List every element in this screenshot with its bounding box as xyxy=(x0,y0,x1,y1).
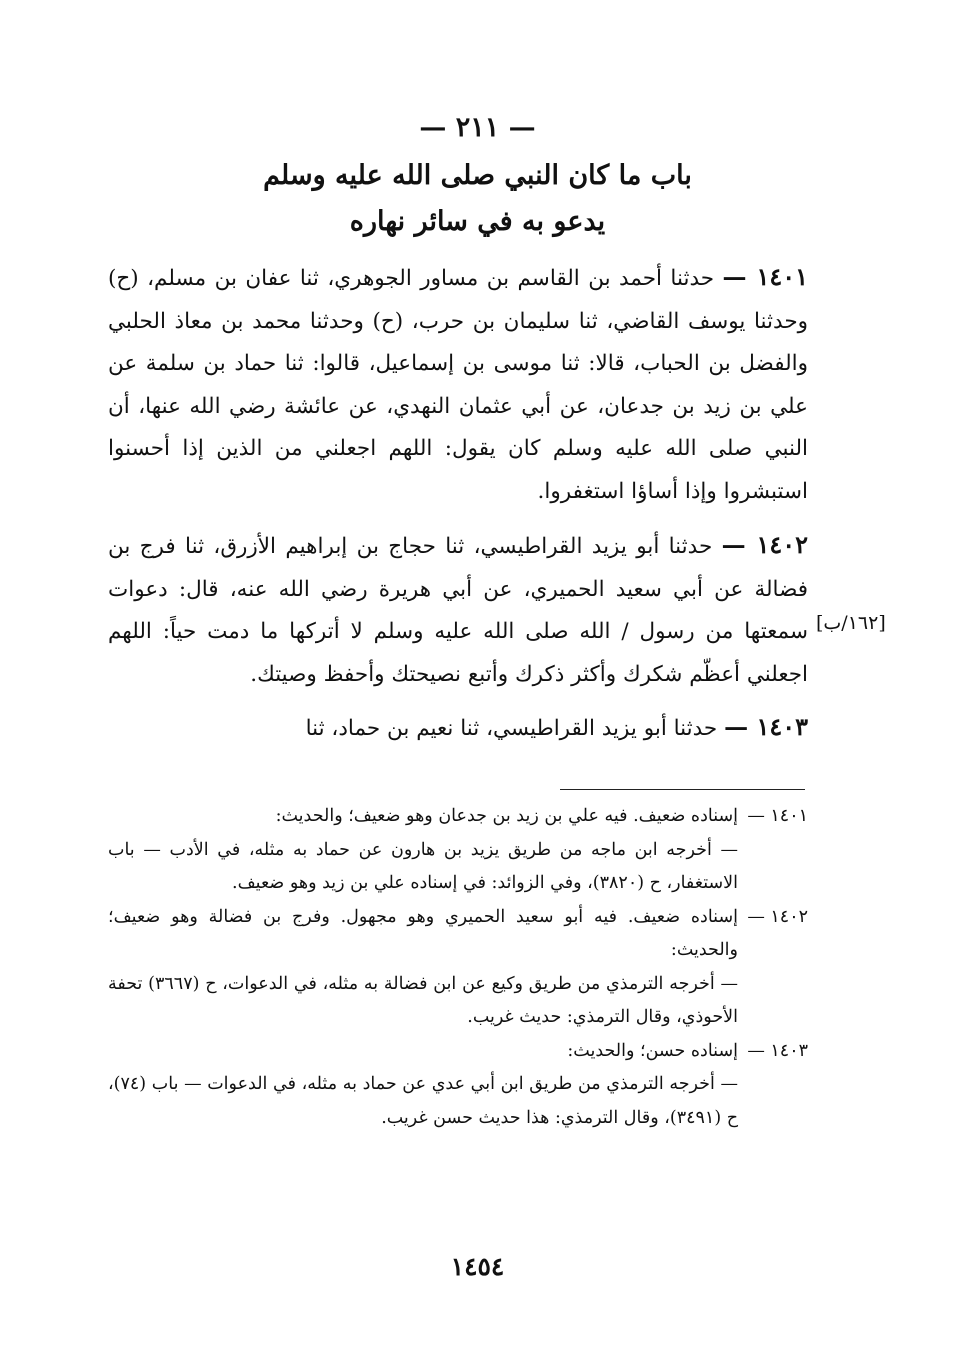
chapter-title-line-2: يدعو به في سائر نهاره xyxy=(349,206,606,237)
hadith-text: حدثنا أبو يزيد القراطيسي، ثنا حجاج بن إبراهيم الأزرق، ثنا فرج بن فضالة عن أبي سعيد الحميري، عن أبي هريرة رضي الله عنه، قال: دعوات سمعتها من رسول / الله صلى الله عليه وسلم لا أتركها ما دمت حياً: اللهم اجعلني أعظّم شكرك وأكثر ذكرك وأتبع نصيحتك وأحفظ وصيتك. xyxy=(108,534,808,687)
footnote-body xyxy=(108,901,738,1035)
hadith-1403 xyxy=(108,706,808,751)
footnote-divider xyxy=(560,789,805,790)
chapter-number: — ٢١١ — xyxy=(419,112,536,143)
footnote-paragraph: إسناده حسن؛ والحديث: xyxy=(567,1040,738,1061)
hadith-text: حدثنا أحمد بن القاسم بن مساور الجوهري، ثنا عفان بن مسلم، (ح) وحدثنا يوسف القاضي، ثنا سليمان بن حرب، (ح) وحدثنا محمد بن معاذ الحلبي والفضل بن الحباب، قالا: ثنا موسى بن إسماعيل، قالوا: ثنا حماد بن سلمة عن علي بن زيد بن جدعان، عن أبي عثمان النهدي، عن عائشة رضي الله عنها، أن النبي صلى الله عليه وسلم كان يقول: اللهم اجعلني من الذين إذا أحسنوا استبشروا وإذا أساؤا استغفروا. xyxy=(108,266,808,504)
footnote-paragraph: — أخرجه الترمذي من طريق وكيع عن ابن فضالة به مثله، في الدعوات، ح (٣٦٦٧) تحفة الأحوذي، وقال الترمذي: حديث غريب. xyxy=(108,973,738,1027)
footnote-paragraph: — أخرجه ابن ماجه من طريق يزيد بن هارون عن حماد به مثله، في الأدب — باب الاستغفار، ح (٣٨٢٠)، وفي الزوائد: في إسناده علي بن زيد وهو ضعيف. xyxy=(108,839,738,893)
footnote-1402 xyxy=(108,901,808,1035)
footnote-paragraph: إسناده ضعيف. فيه علي بن زيد بن جدعان وهو ضعيف؛ والحديث: xyxy=(275,806,738,826)
page-number: ١٤٥٤ xyxy=(450,1252,505,1281)
footnote-paragraph: — أخرجه الترمذي من طريق ابن أبي عدي عن حماد به مثله، في الدعوات — باب (٧٤)، ح (٣٤٩١)، وقال الترمذي: هذا حديث حسن غريب. xyxy=(108,1074,738,1128)
hadith-1402 xyxy=(108,524,808,696)
hadith-number: ١٤٠٣ — xyxy=(724,712,808,741)
manuscript-folio-marker: [١٦٢/ب] xyxy=(816,612,886,634)
footnote-number: ١٤٠٢ — xyxy=(747,906,808,927)
footnote-body xyxy=(108,1035,738,1136)
hadith-1401 xyxy=(108,256,808,513)
hadith-number: ١٤٠٢ — xyxy=(721,530,808,559)
footnote-paragraph: إسناده ضعيف. فيه أبو سعيد الحميري وهو مجهول. وفرج بن فضالة وهو ضعيف؛ والحديث: xyxy=(108,906,738,960)
footnote-1401 xyxy=(108,800,808,901)
footnotes xyxy=(108,800,808,1135)
hadith-number: ١٤٠١ — xyxy=(722,262,809,291)
footnote-number: ١٤٠١ — xyxy=(747,806,808,826)
footnote-number: ١٤٠٣ — xyxy=(747,1040,808,1061)
hadith-text: حدثنا أبو يزيد القراطيسي، ثنا نعيم بن حماد، ثنا xyxy=(305,716,718,741)
footnote-body xyxy=(108,800,738,901)
chapter-title-line-1: باب ما كان النبي صلى الله عليه وسلم xyxy=(263,160,692,191)
footnote-1403 xyxy=(108,1035,808,1136)
